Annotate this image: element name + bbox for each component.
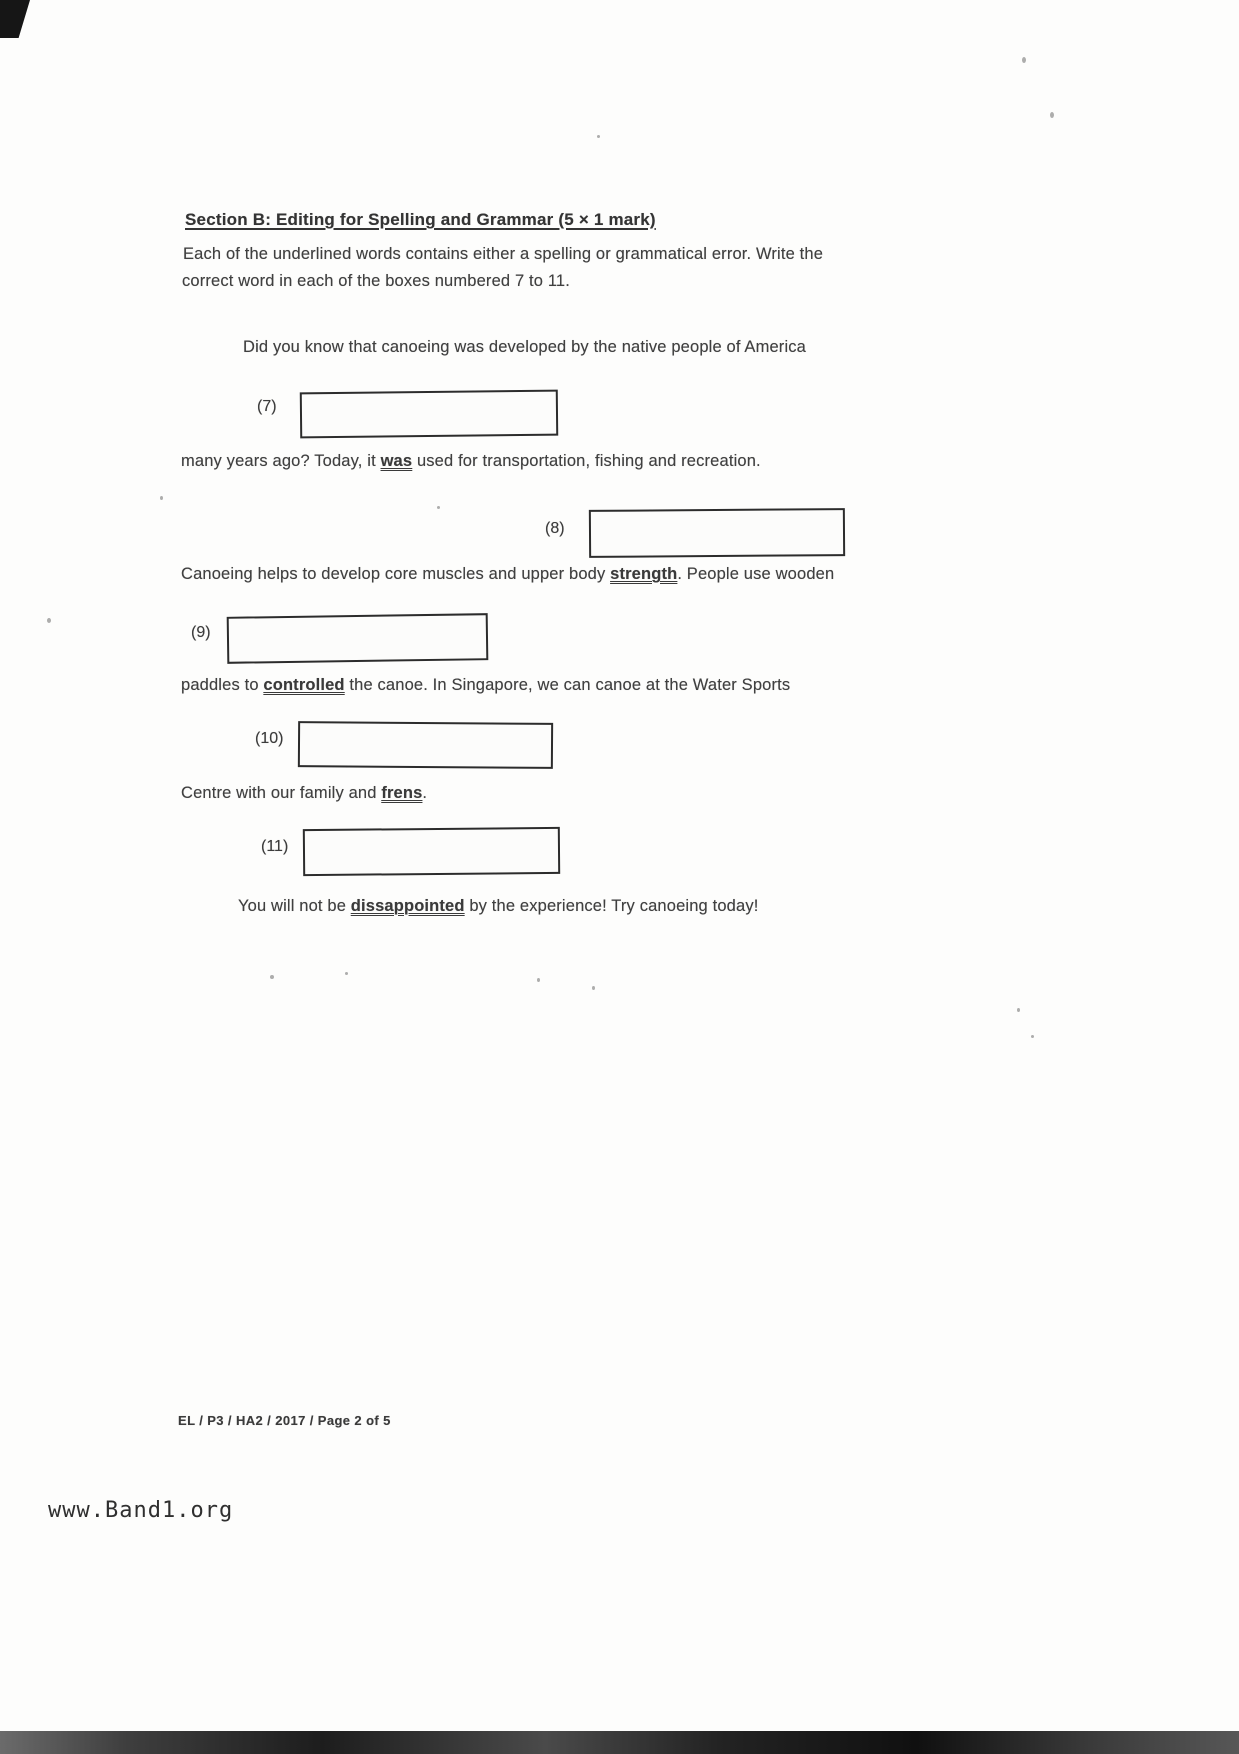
scan-speck (597, 135, 600, 138)
passage-line-5-tail: . (422, 784, 428, 802)
error-word-was: was (380, 452, 413, 470)
answer-box-10-label: (10) (255, 730, 284, 747)
error-word-controlled: controlled (263, 676, 345, 694)
answer-box-7-label: (7) (257, 398, 277, 415)
passage-line-6 (238, 897, 758, 916)
scan-speck (270, 975, 274, 979)
scan-speck (1022, 57, 1026, 63)
scan-speck (160, 496, 163, 500)
passage-line-5-text: Centre with our family and (181, 784, 382, 802)
passage-line-2 (181, 452, 761, 471)
error-word-strength: strength (610, 565, 678, 583)
footer-document-id: EL / P3 / HA2 / 2017 / Page 2 of 5 (178, 1413, 391, 1428)
answer-box-10[interactable] (298, 721, 553, 769)
instructions-line-1: Each of the underlined words contains either a spelling or grammatical error. Write the (183, 245, 824, 263)
scan-speck (437, 506, 440, 509)
answer-box-11[interactable] (303, 827, 560, 876)
passage-line-3 (181, 565, 834, 584)
passage-line-4-tail: the canoe. In Singapore, we can canoe at the Water Sports (344, 676, 791, 694)
error-word-dissappointed: dissappointed (350, 897, 465, 915)
passage-line-1-text: Did you know that canoeing was developed by the native people of America (243, 338, 806, 356)
passage-line-5 (181, 784, 427, 803)
error-word-frens: frens (381, 784, 423, 802)
scan-speck (537, 978, 540, 982)
section-title: Section B: Editing for Spelling and Grammar (5 × 1 mark) (185, 210, 656, 229)
instructions-line-2: correct word in each of the boxes numbered 7 to 11. (182, 272, 570, 290)
scan-speck (1031, 1035, 1034, 1038)
passage-line-1 (243, 338, 806, 357)
scan-artifact-corner (0, 0, 30, 38)
passage-line-3-text: Canoeing helps to develop core muscles and upper body (181, 565, 611, 583)
answer-box-11-label: (11) (261, 838, 289, 855)
passage-line-2-text: many years ago? Today, it (181, 452, 381, 470)
answer-box-9[interactable] (227, 613, 489, 664)
passage-line-3-tail: . People use wooden (677, 565, 835, 583)
scan-speck (345, 972, 348, 975)
scan-speck (592, 986, 595, 990)
passage-line-4-text: paddles to (181, 676, 264, 694)
answer-box-8-label: (8) (545, 520, 565, 537)
watermark-url: www.Band1.org (48, 1498, 234, 1523)
passage-line-4 (181, 676, 790, 695)
answer-box-9-label: (9) (191, 624, 211, 641)
scan-speck (1017, 1008, 1020, 1012)
scan-speck (47, 618, 51, 623)
answer-box-8[interactable] (589, 508, 845, 558)
answer-box-7[interactable] (300, 390, 558, 439)
passage-line-6-text: You will not be (238, 897, 351, 915)
passage-line-2-tail: used for transportation, fishing and recreation. (412, 452, 761, 470)
scan-artifact-bottom-edge (0, 1731, 1239, 1754)
passage-line-6-tail: by the experience! Try canoeing today! (464, 897, 759, 915)
scan-speck (1050, 112, 1054, 118)
